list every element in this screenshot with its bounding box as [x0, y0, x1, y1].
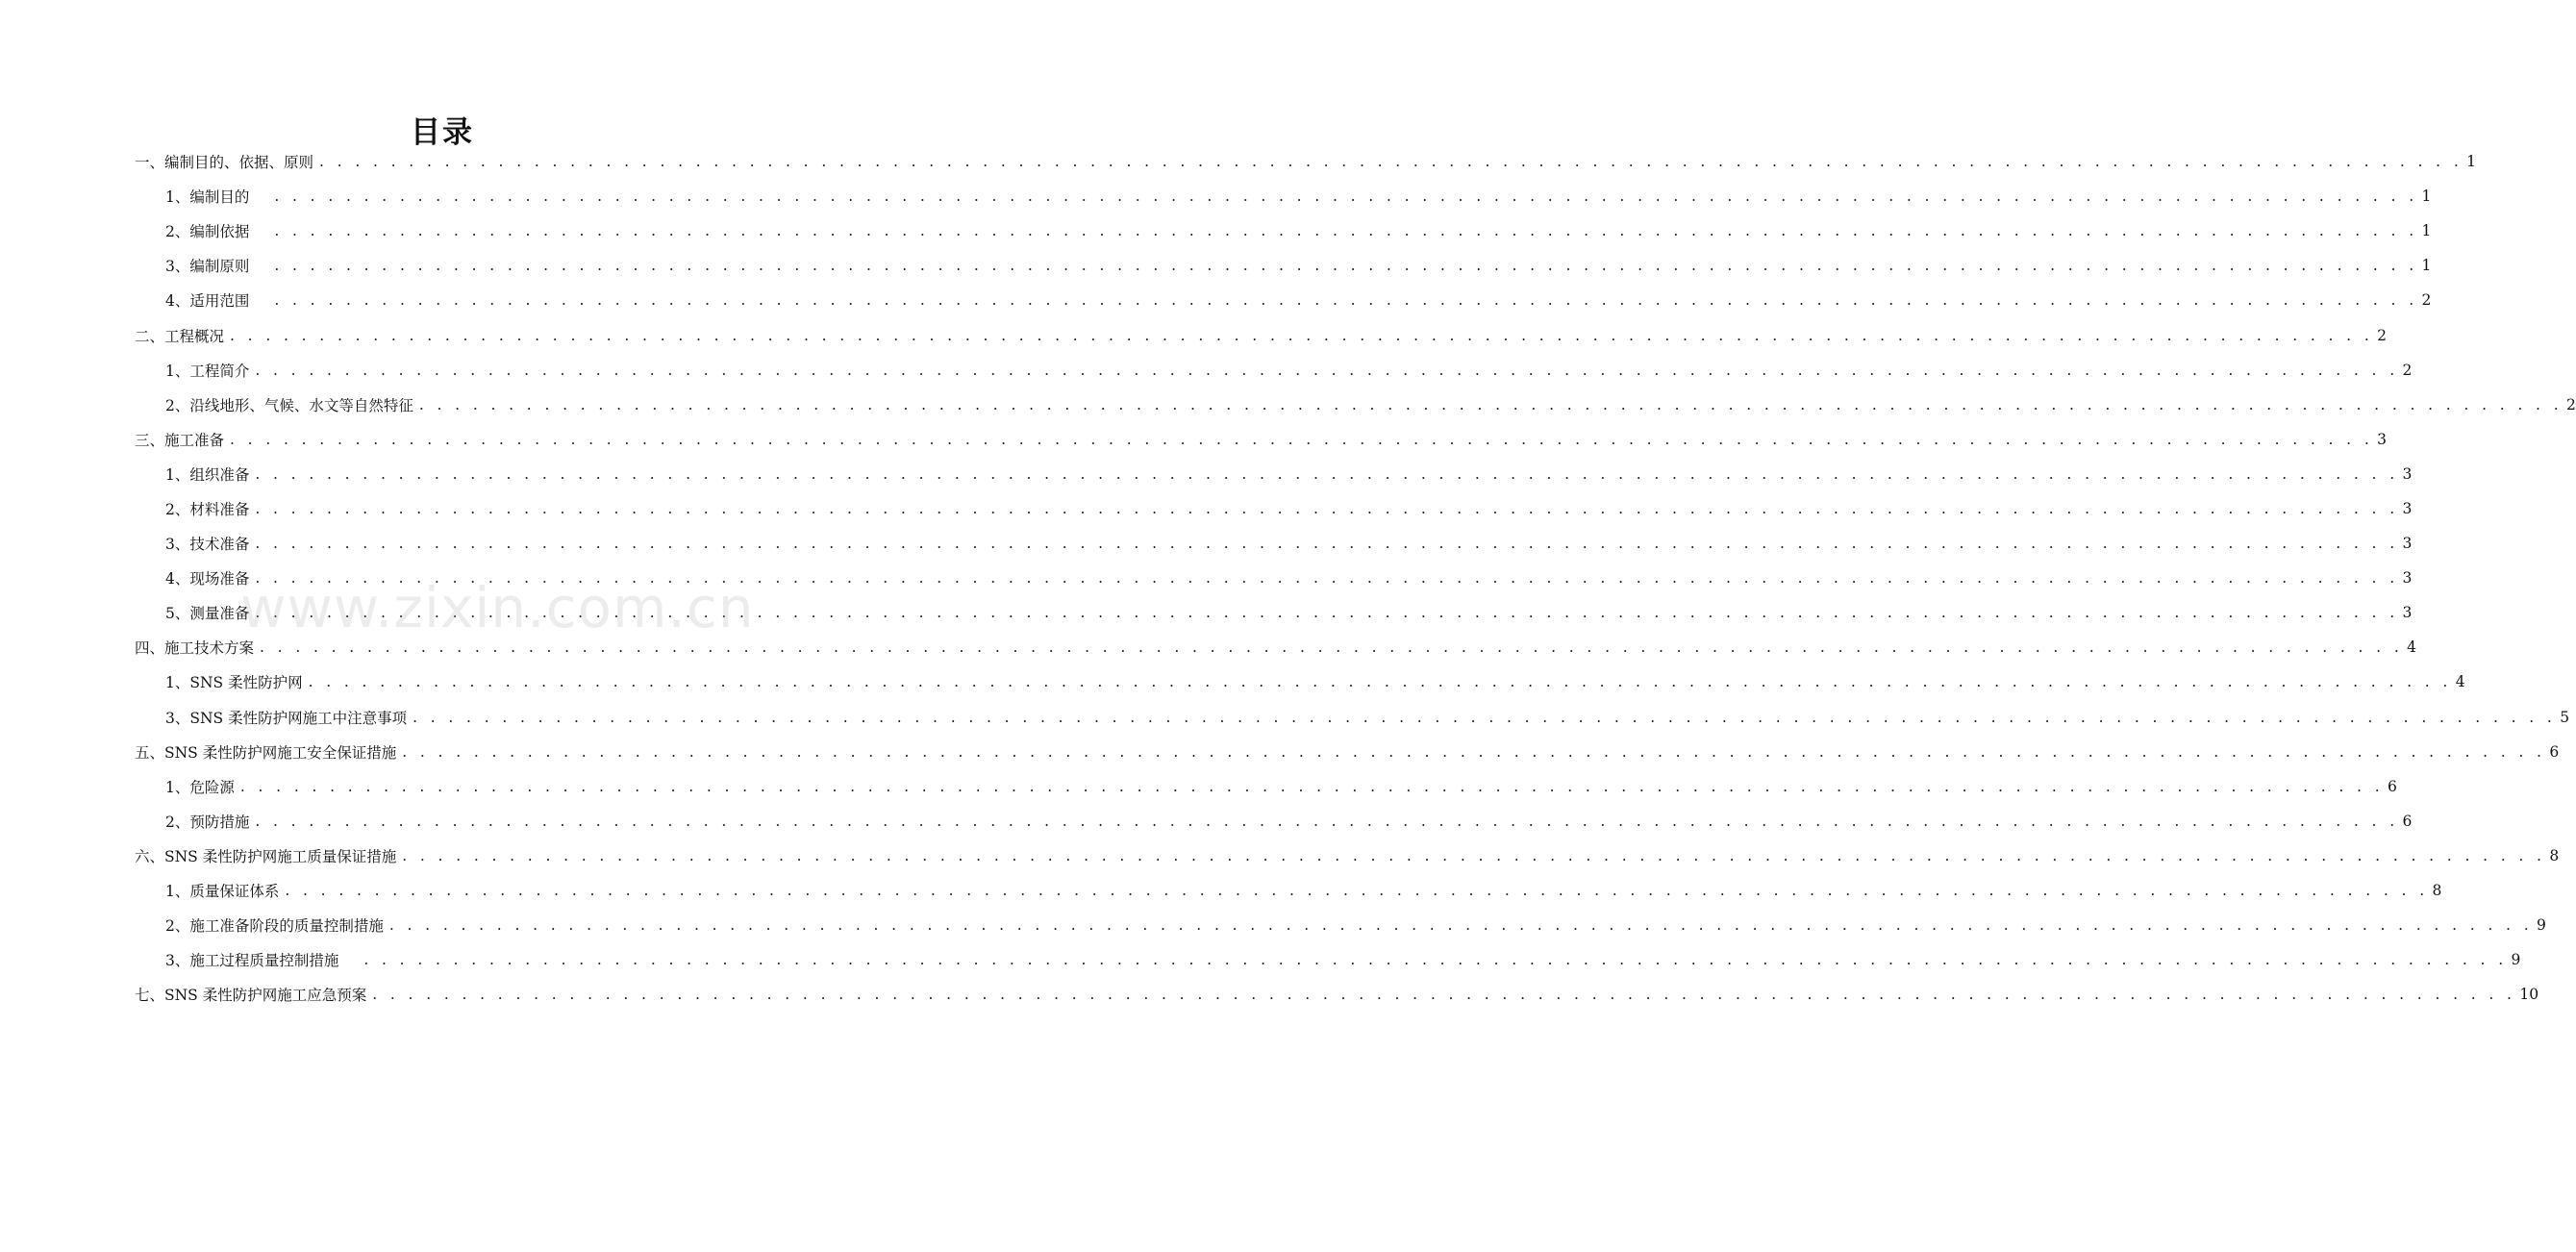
toc-entry-label: 一、编制目的、依据、原则 [135, 154, 314, 172]
toc-page-number: 6 [2402, 812, 2413, 830]
toc-entry[interactable] [135, 283, 2432, 317]
toc-dot-leader: . . . . . . . . . . . . . . . . . . . . . . . . . . . . . . . . . . . . . . . . . . . . . . . . . . . . . . . . . . . . . . . . . . . . . . . . . . . . . . . . . . . . . . . . . . . . . . . . . . . . . . . . . . . . . . . . . . . . . . . . [230, 430, 2374, 448]
toc-entry-label: 1、编制目的 [165, 188, 250, 207]
toc-entry[interactable] [135, 491, 2413, 526]
toc-entry-label: 1、工程简介 [165, 362, 250, 380]
toc-entry[interactable] [135, 839, 2560, 873]
toc-dot-leader: . . . . . . . . . . . . . . . . . . . . . . . . . . . . . . . . . . . . . . . . . . . . . . . . . . . . . . . . . . . . . . . . . . . . . . . . . . . . . . . . . . . . . . . . . . . . . . . . . . . . . . . . . . . . . . . . . . . . . . . . [255, 569, 2399, 588]
toc-entry[interactable] [135, 388, 2576, 422]
toc-dot-leader: . . . . . . . . . . . . . . . . . . . . . . . . . . . . . . . . . . . . . . . . . . . . . . . . . . . . . . . . . . . . . . . . . . . . . . . . . . . . . . . . . . . . . . . . . . . . . . . . . . . . . . . . . . . . . . . . . . . . . . . . [285, 882, 2429, 900]
toc-page-number: 1 [2421, 222, 2432, 240]
toc-entry[interactable] [135, 561, 2413, 595]
toc-page-number: 6 [2549, 742, 2560, 761]
toc-dot-leader: . . . . . . . . . . . . . . . . . . . . . . . . . . . . . . . . . . . . . . . . . . . . . . . . . . . . . . . . . . . . . . . . . . . . . . . . . . . . . . . . . . . . . . . . . . . . . . . . . . . . . . . . . . . . . . . . . . . . . . . . [255, 499, 2399, 517]
toc-entry-label: 1、组织准备 [165, 465, 250, 484]
toc-entry[interactable] [135, 248, 2432, 283]
toc-entry-label: 2、编制依据 [165, 223, 250, 241]
toc-entry[interactable] [135, 664, 2465, 699]
toc-entry[interactable] [135, 908, 2546, 942]
toc-entry-label: 七、SNS 柔性防护网施工应急预案 [135, 987, 367, 1005]
toc-dot-leader: . . . . . . . . . . . . . . . . . . . . . . . . . . . . . . . . . . . . . . . . . . . . . . . . . . . . . . . . . . . . . . . . . . . . . . . . . . . . . . . . . . . . . . . . . . . . . . . . . . . . . . . . . . . . . . . . . . . . . . . . [402, 846, 2546, 864]
toc-entry[interactable] [135, 942, 2521, 977]
toc-entry-label: 1、危险源 [165, 778, 235, 796]
toc-page-number: 1 [2466, 153, 2477, 171]
toc-dot-leader: . . . . . . . . . . . . . . . . . . . . . . . . . . . . . . . . . . . . . . . . . . . . . . . . . . . . . . . . . . . . . . . . . . . . . . . . . . . . . . . . . . . . . . . . . . . . . . . . . . . . . . . . . . . . . . . . . . . . . . . . [388, 916, 2534, 935]
toc-dot-leader: . . . . . . . . . . . . . . . . . . . . . . . . . . . . . . . . . . . . . . . . . . . . . . . . . . . . . . . . . . . . . . . . . . . . . . . . . . . . . . . . . . . . . . . . . . . . . . . . . . . . . . . . . . . . . . . . . . . . . . . . [402, 742, 2546, 761]
toc-dot-leader: . . . . . . . . . . . . . . . . . . . . . . . . . . . . . . . . . . . . . . . . . . . . . . . . . . . . . . . . . . . . . . . . . . . . . . . . . . . . . . . . . . . . . . . . . . . . . . . . . . . . . . . . . . . . . . . . . . . . . . . . [274, 291, 2418, 310]
toc-entry[interactable] [135, 769, 2397, 804]
toc-entry[interactable] [135, 179, 2432, 213]
toc-page-number: 6 [2388, 777, 2397, 795]
toc-page-number: 9 [2511, 951, 2521, 969]
toc-entry[interactable] [135, 213, 2432, 248]
toc-entry[interactable] [135, 353, 2413, 388]
toc-entry-label: 4、现场准备 [165, 570, 250, 588]
toc-page-number: 3 [2377, 430, 2388, 448]
toc-dot-leader: . . . . . . . . . . . . . . . . . . . . . . . . . . . . . . . . . . . . . . . . . . . . . . . . . . . . . . . . . . . . . . . . . . . . . . . . . . . . . . . . . . . . . . . . . . . . . . . . . . . . . . . . . . . . . . . . . . . . . . . . [319, 153, 2463, 171]
toc-page-number: 3 [2402, 499, 2413, 517]
toc-page-number: 1 [2421, 188, 2432, 206]
toc-dot-leader: . . . . . . . . . . . . . . . . . . . . . . . . . . . . . . . . . . . . . . . . . . . . . . . . . . . . . . . . . . . . . . . . . . . . . . . . . . . . . . . . . . . . . . . . . . . . . . . . . . . . . . . . . . . . . . . . . . . . . . . . [274, 257, 2418, 275]
toc-entry-label: 三、施工准备 [135, 431, 225, 449]
toc-page-number: 9 [2537, 916, 2546, 935]
toc-dot-leader: . . . . . . . . . . . . . . . . . . . . . . . . . . . . . . . . . . . . . . . . . . . . . . . . . . . . . . . . . . . . . . . . . . . . . . . . . . . . . . . . . . . . . . . . . . . . . . . . . . . . . . . . . . . . . . . . . . . . . . . . [255, 361, 2399, 379]
toc-entry-label: 2、预防措施 [165, 813, 250, 831]
toc-dot-leader: . . . . . . . . . . . . . . . . . . . . . . . . . . . . . . . . . . . . . . . . . . . . . . . . . . . . . . . . . . . . . . . . . . . . . . . . . . . . . . . . . . . . . . . . . . . . . . . . . . . . . . . . . . . . . . . . . . . . . . . . [255, 604, 2399, 622]
toc-dot-leader: . . . . . . . . . . . . . . . . . . . . . . . . . . . . . . . . . . . . . . . . . . . . . . . . . . . . . . . . . . . . . . . . . . . . . . . . . . . . . . . . . . . . . . . . . . . . . . . . . . . . . . . . . . . . . . . . . . . . . . . . [372, 986, 2516, 1004]
toc-page-number: 5 [2560, 708, 2570, 726]
toc-entry-label: 5、测量准备 [165, 605, 250, 623]
toc-page-number: 3 [2402, 604, 2413, 622]
toc-dot-leader: . . . . . . . . . . . . . . . . . . . . . . . . . . . . . . . . . . . . . . . . . . . . . . . . . . . . . . . . . . . . . . . . . . . . . . . . . . . . . . . . . . . . . . . . . . . . . . . . . . . . . . . . . . . . . . . . . . . . . . . . [260, 639, 2404, 657]
toc-entry-label: 2、材料准备 [165, 500, 250, 518]
toc-entry-label: 二、工程概况 [135, 327, 225, 345]
toc-entry[interactable] [135, 700, 2570, 735]
toc-page-number: 3 [2402, 464, 2413, 483]
toc-dot-leader: . . . . . . . . . . . . . . . . . . . . . . . . . . . . . . . . . . . . . . . . . . . . . . . . . . . . . . . . . . . . . . . . . . . . . . . . . . . . . . . . . . . . . . . . . . . . . . . . . . . . . . . . . . . . . . . . . . . . . . . . [363, 951, 2508, 969]
toc-entry-label: 1、质量保证体系 [165, 883, 280, 901]
toc-entry-label: 3、编制原则 [165, 258, 250, 276]
toc-entry[interactable] [135, 457, 2413, 491]
toc-page-number: 3 [2402, 569, 2413, 588]
toc-page-number: 8 [2549, 846, 2560, 864]
toc-dot-leader: . . . . . . . . . . . . . . . . . . . . . . . . . . . . . . . . . . . . . . . . . . . . . . . . . . . . . . . . . . . . . . . . . . . . . . . . . . . . . . . . . . . . . . . . . . . . . . . . . . . . . . . . . . . . . . . . . . . . . . . . [255, 535, 2399, 553]
toc-page-number: 2 [2566, 395, 2576, 413]
table-of-contents [135, 144, 2576, 1012]
toc-entry[interactable] [135, 873, 2442, 908]
toc-entry-label: 4、适用范围 [165, 292, 250, 311]
toc-page-number: 2 [2377, 326, 2388, 344]
toc-entry-label: 五、SNS 柔性防护网施工安全保证措施 [135, 743, 397, 762]
toc-dot-leader: . . . . . . . . . . . . . . . . . . . . . . . . . . . . . . . . . . . . . . . . . . . . . . . . . . . . . . . . . . . . . . . . . . . . . . . . . . . . . . . . . . . . . . . . . . . . . . . . . . . . . . . . . . . . . . . . . . . . . . . . [308, 673, 2452, 691]
toc-entry-label: 3、施工过程质量控制措施 [165, 952, 339, 970]
toc-dot-leader: . . . . . . . . . . . . . . . . . . . . . . . . . . . . . . . . . . . . . . . . . . . . . . . . . . . . . . . . . . . . . . . . . . . . . . . . . . . . . . . . . . . . . . . . . . . . . . . . . . . . . . . . . . . . . . . . . . . . . . . . [274, 222, 2418, 240]
toc-entry-label: 四、施工技术方案 [135, 639, 255, 658]
toc-page-number: 8 [2432, 882, 2442, 900]
toc-entry[interactable] [135, 977, 2539, 1012]
toc-page-number: 10 [2519, 986, 2539, 1004]
toc-dot-leader: . . . . . . . . . . . . . . . . . . . . . . . . . . . . . . . . . . . . . . . . . . . . . . . . . . . . . . . . . . . . . . . . . . . . . . . . . . . . . . . . . . . . . . . . . . . . . . . . . . . . . . . . . . . . . . . . . . . . . . . . [239, 777, 2385, 795]
toc-page-number: 4 [2407, 639, 2417, 657]
toc-dot-leader: . . . . . . . . . . . . . . . . . . . . . . . . . . . . . . . . . . . . . . . . . . . . . . . . . . . . . . . . . . . . . . . . . . . . . . . . . . . . . . . . . . . . . . . . . . . . . . . . . . . . . . . . . . . . . . . . . . . . . . . . [255, 812, 2399, 830]
toc-page-number: 3 [2402, 535, 2413, 553]
toc-entry[interactable] [135, 317, 2388, 352]
toc-dot-leader: . . . . . . . . . . . . . . . . . . . . . . . . . . . . . . . . . . . . . . . . . . . . . . . . . . . . . . . . . . . . . . . . . . . . . . . . . . . . . . . . . . . . . . . . . . . . . . . . . . . . . . . . . . . . . . . . . . . . . . . . [255, 464, 2399, 483]
toc-page-number: 2 [2421, 291, 2432, 310]
toc-entry[interactable] [135, 526, 2413, 561]
toc-dot-leader: . . . . . . . . . . . . . . . . . . . . . . . . . . . . . . . . . . . . . . . . . . . . . . . . . . . . . . . . . . . . . . . . . . . . . . . . . . . . . . . . . . . . . . . . . . . . . . . . . . . . . . . . . . . . . . . . . . . . . . . . [418, 395, 2563, 413]
toc-entry[interactable] [135, 144, 2477, 179]
toc-entry[interactable] [135, 735, 2560, 769]
toc-entry[interactable] [135, 804, 2413, 839]
toc-entry[interactable] [135, 422, 2388, 457]
toc-dot-leader: . . . . . . . . . . . . . . . . . . . . . . . . . . . . . . . . . . . . . . . . . . . . . . . . . . . . . . . . . . . . . . . . . . . . . . . . . . . . . . . . . . . . . . . . . . . . . . . . . . . . . . . . . . . . . . . . . . . . . . . . [413, 708, 2557, 726]
toc-entry-label: 3、SNS 柔性防护网施工中注意事项 [165, 709, 408, 727]
toc-entry-label: 3、技术准备 [165, 536, 250, 554]
toc-dot-leader: . . . . . . . . . . . . . . . . . . . . . . . . . . . . . . . . . . . . . . . . . . . . . . . . . . . . . . . . . . . . . . . . . . . . . . . . . . . . . . . . . . . . . . . . . . . . . . . . . . . . . . . . . . . . . . . . . . . . . . . . [274, 188, 2418, 206]
watermark: www.zixin.com.cn [240, 575, 755, 640]
toc-entry-label: 1、SNS 柔性防护网 [165, 674, 303, 692]
toc-dot-leader: . . . . . . . . . . . . . . . . . . . . . . . . . . . . . . . . . . . . . . . . . . . . . . . . . . . . . . . . . . . . . . . . . . . . . . . . . . . . . . . . . . . . . . . . . . . . . . . . . . . . . . . . . . . . . . . . . . . . . . . . [230, 326, 2374, 344]
toc-page-number: 1 [2421, 257, 2432, 275]
toc-entry[interactable] [135, 595, 2413, 630]
toc-entry-label: 六、SNS 柔性防护网施工质量保证措施 [135, 847, 397, 865]
toc-entry[interactable] [135, 630, 2417, 664]
toc-page-number: 2 [2402, 361, 2413, 379]
toc-page-number: 4 [2455, 673, 2465, 691]
toc-entry-label: 2、施工准备阶段的质量控制措施 [165, 917, 384, 936]
page-title: 目录 [411, 115, 474, 150]
toc-entry-label: 2、沿线地形、气候、水文等自然特征 [165, 396, 413, 414]
